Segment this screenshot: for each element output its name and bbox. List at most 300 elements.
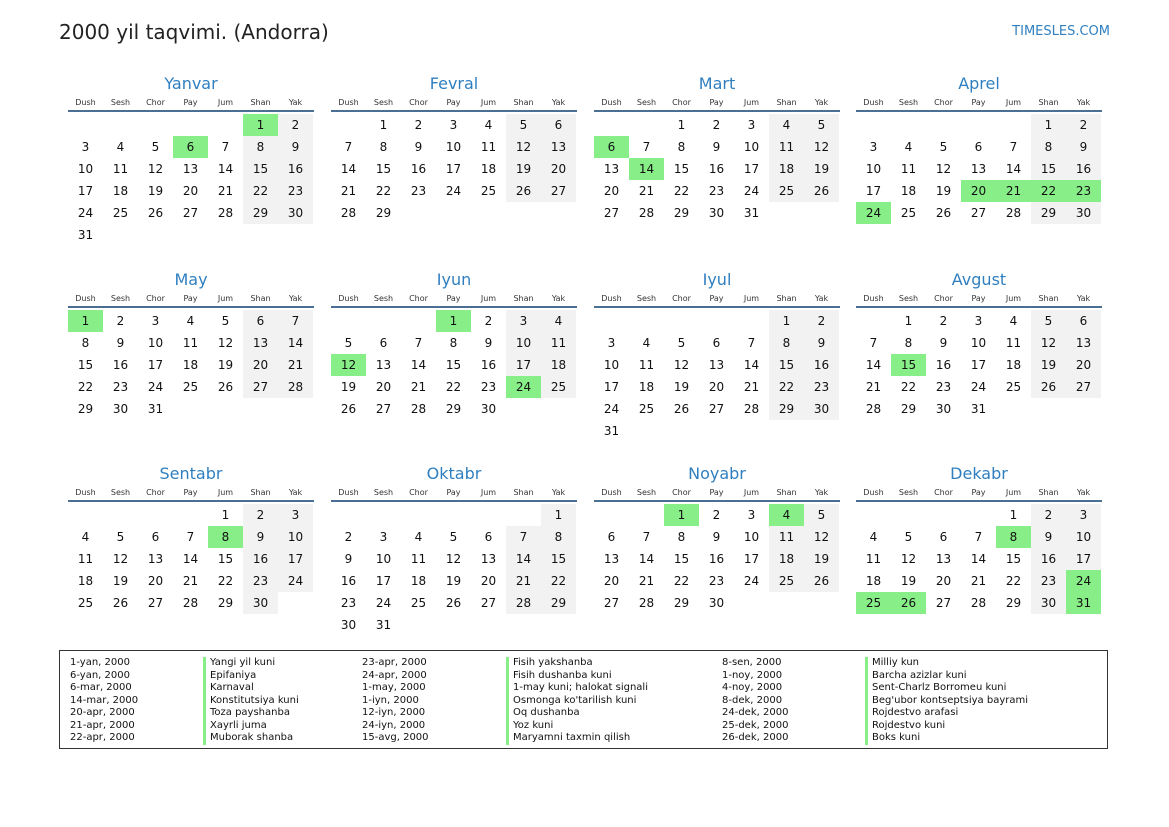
weekday-label: Sesh — [373, 488, 394, 497]
day-cell: 1 — [379, 118, 388, 132]
day-cell: 17 — [865, 184, 882, 198]
weekday-label: Jum — [743, 488, 760, 497]
day-cell: 27 — [375, 402, 392, 416]
day-cell: 8 — [677, 530, 686, 544]
day-cell: 13 — [970, 162, 987, 176]
day-cell: 6 — [607, 530, 616, 544]
day-grid — [856, 114, 1102, 224]
weekday-header — [68, 292, 314, 308]
day-cell: 4 — [116, 140, 125, 154]
day-cell: 2 — [344, 530, 353, 544]
day-cell: 27 — [182, 206, 199, 220]
day-grid — [594, 310, 840, 442]
weekday-label: Jum — [743, 294, 760, 303]
day-cell: 3 — [607, 336, 616, 350]
legend-holiday-name: Barcha azizlar kuni — [865, 670, 1028, 683]
day-cell: 28 — [1005, 206, 1022, 220]
empty-cell — [961, 114, 996, 136]
day-cell: 28 — [410, 402, 427, 416]
day-cell: 27 — [970, 206, 987, 220]
empty-cell — [103, 114, 138, 136]
day-cell: 21 — [410, 380, 427, 394]
month-title: Iyul — [702, 270, 732, 289]
month-oktabr — [331, 464, 577, 636]
day-cell: 5 — [344, 336, 353, 350]
day-cell: 15 — [217, 552, 234, 566]
legend-holiday-name: Oq dushanba — [506, 707, 648, 720]
holiday-day-cell: 20 — [961, 180, 996, 202]
weekday-header — [68, 96, 314, 112]
weekday-label: Chor — [672, 98, 691, 107]
day-cell: 12 — [804, 526, 839, 548]
weekday-label: Chor — [146, 98, 165, 107]
day-cell: 30 — [1066, 202, 1101, 224]
day-cell: 29 — [1005, 596, 1022, 610]
weekday-label: Chor — [409, 98, 428, 107]
day-cell: 9 — [116, 336, 125, 350]
day-cell: 9 — [804, 332, 839, 354]
weekday-label: Yak — [1076, 488, 1091, 497]
day-cell: 1 — [1009, 508, 1018, 522]
day-cell: 17 — [445, 162, 462, 176]
day-cell: 13 — [243, 332, 278, 354]
day-cell: 29 — [77, 402, 94, 416]
day-cell: 1 — [904, 314, 913, 328]
day-cell: 26 — [804, 180, 839, 202]
weekday-label: Shan — [513, 294, 534, 303]
day-cell: 2 — [804, 310, 839, 332]
day-cell: 4 — [81, 530, 90, 544]
month-yanvar — [68, 74, 314, 246]
weekday-label: Dush — [338, 488, 359, 497]
day-cell: 6 — [974, 140, 983, 154]
day-cell: 8 — [243, 136, 278, 158]
month-aprel — [856, 74, 1102, 224]
day-cell: 15 — [1005, 552, 1022, 566]
day-cell: 27 — [935, 596, 952, 610]
day-cell: 27 — [708, 402, 725, 416]
weekday-header — [594, 96, 840, 112]
month-title: Iyun — [436, 270, 472, 289]
day-cell: 10 — [603, 358, 620, 372]
day-cell: 22 — [673, 574, 690, 588]
day-cell: 7 — [974, 530, 983, 544]
day-cell: 13 — [147, 552, 164, 566]
day-cell: 16 — [804, 354, 839, 376]
weekday-header — [856, 486, 1102, 502]
day-cell: 29 — [217, 596, 234, 610]
day-cell: 26 — [147, 206, 164, 220]
empty-cell — [401, 504, 436, 526]
day-cell: 10 — [278, 526, 313, 548]
day-cell: 7 — [221, 140, 230, 154]
legend-holiday-name: Fisih dushanba kuni — [506, 670, 648, 683]
day-cell: 17 — [77, 184, 94, 198]
day-cell: 23 — [804, 376, 839, 398]
weekday-label: Jum — [480, 488, 497, 497]
day-cell: 2 — [1031, 504, 1066, 526]
weekday-label: Pay — [971, 294, 986, 303]
day-cell: 6 — [243, 310, 278, 332]
weekday-label: Yak — [814, 488, 829, 497]
day-cell: 25 — [541, 376, 576, 398]
empty-cell — [891, 114, 926, 136]
day-cell: 2 — [414, 118, 423, 132]
day-cell: 9 — [414, 140, 423, 154]
legend-holiday-name: Rojdestvo kuni — [865, 720, 1028, 733]
day-cell: 30 — [340, 618, 357, 632]
day-cell: 31 — [743, 206, 760, 220]
legend-holiday-name: Osmonga ko'tarilish kuni — [506, 695, 648, 708]
day-cell: 22 — [541, 570, 576, 592]
day-cell: 29 — [243, 202, 278, 224]
weekday-label: Pay — [446, 488, 461, 497]
day-cell: 22 — [673, 184, 690, 198]
day-cell: 22 — [217, 574, 234, 588]
day-cell: 26 — [112, 596, 129, 610]
day-cell: 22 — [1005, 574, 1022, 588]
day-cell: 15 — [77, 358, 94, 372]
day-cell: 16 — [410, 162, 427, 176]
day-cell: 30 — [1031, 592, 1066, 614]
day-cell: 20 — [708, 380, 725, 394]
day-cell: 27 — [1066, 376, 1101, 398]
day-cell: 10 — [743, 140, 760, 154]
day-cell: 5 — [506, 114, 541, 136]
day-cell: 25 — [182, 380, 199, 394]
day-cell: 14 — [970, 552, 987, 566]
day-cell: 13 — [603, 162, 620, 176]
holiday-day-cell: 1 — [243, 114, 278, 136]
day-cell: 21 — [506, 570, 541, 592]
holiday-day-cell: 4 — [769, 504, 804, 526]
day-cell: 2 — [484, 314, 493, 328]
weekday-label: Sesh — [373, 98, 394, 107]
day-cell: 25 — [769, 570, 804, 592]
month-iyun — [331, 270, 577, 420]
day-cell: 12 — [804, 136, 839, 158]
day-cell: 30 — [708, 206, 725, 220]
day-cell: 31 — [147, 402, 164, 416]
empty-cell — [138, 504, 173, 526]
day-cell: 17 — [147, 358, 164, 372]
day-cell: 3 — [151, 314, 160, 328]
day-cell: 30 — [804, 398, 839, 420]
weekday-label: Dush — [601, 98, 622, 107]
weekday-label: Dush — [863, 488, 884, 497]
day-cell: 29 — [673, 206, 690, 220]
weekday-label: Shan — [1038, 294, 1059, 303]
day-cell: 10 — [1066, 526, 1101, 548]
month-title: Oktabr — [426, 464, 482, 483]
day-grid — [594, 504, 840, 614]
day-cell: 6 — [1066, 310, 1101, 332]
month-title: Mart — [698, 74, 736, 93]
day-cell: 14 — [638, 552, 655, 566]
day-cell: 29 — [445, 402, 462, 416]
day-cell: 30 — [112, 402, 129, 416]
day-cell: 26 — [506, 180, 541, 202]
day-cell: 5 — [151, 140, 160, 154]
legend-holiday-name: Beg'ubor kontseptsiya bayrami — [865, 695, 1028, 708]
page-title: 2000 yil taqvimi. (Andorra) — [59, 20, 329, 44]
weekday-label: Dush — [75, 98, 96, 107]
holiday-day-cell: 1 — [68, 310, 103, 332]
legend-holiday-name: Yangi yil kuni — [203, 657, 299, 670]
weekday-label: Yak — [814, 98, 829, 107]
weekday-label: Chor — [672, 488, 691, 497]
day-cell: 12 — [112, 552, 129, 566]
day-cell: 22 — [77, 380, 94, 394]
legend-date: 1-yan, 2000 — [70, 657, 130, 668]
day-cell: 11 — [77, 552, 94, 566]
month-title: Fevral — [429, 74, 479, 93]
holiday-day-cell: 21 — [996, 180, 1031, 202]
weekday-label: Sesh — [373, 294, 394, 303]
day-cell: 26 — [804, 570, 839, 592]
day-cell: 4 — [869, 530, 878, 544]
day-cell: 8 — [81, 336, 90, 350]
day-cell: 16 — [708, 552, 725, 566]
day-cell: 19 — [506, 158, 541, 180]
empty-cell — [138, 114, 173, 136]
weekday-label: Shan — [250, 488, 271, 497]
empty-cell — [173, 504, 208, 526]
day-cell: 9 — [1066, 136, 1101, 158]
day-cell: 28 — [970, 596, 987, 610]
day-cell: 28 — [340, 206, 357, 220]
day-cell: 7 — [642, 140, 651, 154]
weekday-label: Shan — [776, 294, 797, 303]
day-cell: 29 — [541, 592, 576, 614]
day-cell: 7 — [414, 336, 423, 350]
weekday-label: Dush — [75, 294, 96, 303]
day-cell: 6 — [939, 530, 948, 544]
day-cell: 24 — [743, 184, 760, 198]
legend-date: 21-apr, 2000 — [70, 719, 135, 731]
day-cell: 7 — [642, 530, 651, 544]
month-fevral — [331, 74, 577, 224]
day-cell: 25 — [77, 596, 94, 610]
weekday-label: Pay — [446, 294, 461, 303]
day-cell: 24 — [375, 596, 392, 610]
weekday-label: Dush — [863, 98, 884, 107]
day-cell: 10 — [743, 530, 760, 544]
empty-cell — [594, 504, 629, 526]
day-cell: 29 — [375, 206, 392, 220]
day-cell: 3 — [278, 504, 313, 526]
day-cell: 12 — [935, 162, 952, 176]
day-cell: 7 — [506, 526, 541, 548]
month-sentabr — [68, 464, 314, 614]
holiday-legend — [59, 650, 1108, 749]
weekday-label: Jum — [480, 294, 497, 303]
legend-holiday-name: Konstitutsiya kuni — [203, 695, 299, 708]
weekday-label: Pay — [183, 98, 198, 107]
day-cell: 26 — [1031, 376, 1066, 398]
day-cell: 19 — [900, 574, 917, 588]
day-cell: 14 — [278, 332, 313, 354]
legend-holiday-name: Boks kuni — [865, 732, 1028, 745]
legend-date-column — [70, 657, 138, 745]
legend-date: 22-apr, 2000 — [70, 732, 135, 743]
day-cell: 16 — [935, 358, 952, 372]
day-cell: 28 — [743, 402, 760, 416]
weekday-label: Yak — [288, 488, 303, 497]
day-cell: 30 — [935, 402, 952, 416]
holiday-day-cell: 6 — [173, 136, 208, 158]
weekday-label: Dush — [601, 294, 622, 303]
holiday-day-cell: 1 — [436, 310, 471, 332]
day-cell: 7 — [186, 530, 195, 544]
day-cell: 9 — [939, 336, 948, 350]
day-cell: 23 — [243, 570, 278, 592]
month-mart — [594, 74, 840, 224]
day-grid — [594, 114, 840, 224]
day-cell: 28 — [638, 206, 655, 220]
month-noyabr — [594, 464, 840, 614]
day-cell: 15 — [243, 158, 278, 180]
day-cell: 24 — [77, 206, 94, 220]
day-cell: 5 — [1031, 310, 1066, 332]
legend-date: 14-mar, 2000 — [70, 694, 139, 706]
day-cell: 21 — [278, 354, 313, 376]
legend-holiday-name: Fisih yakshanba — [506, 657, 648, 670]
day-cell: 18 — [77, 574, 94, 588]
site-link[interactable]: TIMESLES.COM — [1012, 24, 1110, 39]
weekday-label: Sesh — [898, 488, 919, 497]
day-grid — [331, 504, 577, 636]
empty-cell — [664, 310, 699, 332]
day-cell: 25 — [638, 402, 655, 416]
day-cell: 11 — [769, 526, 804, 548]
empty-cell — [699, 310, 734, 332]
day-cell: 18 — [112, 184, 129, 198]
weekday-label: Shan — [776, 98, 797, 107]
holiday-day-cell: 26 — [891, 592, 926, 614]
day-cell: 14 — [340, 162, 357, 176]
weekday-label: Chor — [934, 294, 953, 303]
legend-name-column — [203, 657, 299, 745]
day-cell: 12 — [217, 336, 234, 350]
legend-date: 25-dek, 2000 — [722, 719, 789, 731]
day-cell: 2 — [712, 118, 721, 132]
day-cell: 5 — [804, 504, 839, 526]
empty-cell — [506, 504, 541, 526]
empty-cell — [331, 504, 366, 526]
day-cell: 9 — [243, 526, 278, 548]
day-cell: 15 — [445, 358, 462, 372]
legend-name-column — [506, 657, 648, 745]
day-cell: 14 — [1005, 162, 1022, 176]
day-cell: 11 — [410, 552, 427, 566]
day-cell: 6 — [712, 336, 721, 350]
legend-date: 15-avg, 2000 — [362, 732, 429, 743]
day-cell: 18 — [638, 380, 655, 394]
weekday-label: Sesh — [898, 98, 919, 107]
month-title: Yanvar — [164, 74, 218, 93]
day-cell: 9 — [712, 530, 721, 544]
empty-cell — [594, 114, 629, 136]
holiday-day-cell: 6 — [594, 136, 629, 158]
day-cell: 12 — [445, 552, 462, 566]
day-cell: 9 — [1031, 526, 1066, 548]
day-cell: 13 — [1066, 332, 1101, 354]
day-cell: 15 — [541, 548, 576, 570]
day-cell: 18 — [1005, 358, 1022, 372]
month-title: Dekabr — [950, 464, 1008, 483]
day-cell: 24 — [147, 380, 164, 394]
day-cell: 29 — [1031, 202, 1066, 224]
day-cell: 29 — [900, 402, 917, 416]
empty-cell — [629, 310, 664, 332]
weekday-header — [331, 292, 577, 308]
weekday-label: Sesh — [110, 294, 131, 303]
month-title: May — [174, 270, 208, 289]
day-cell: 4 — [642, 336, 651, 350]
legend-holiday-name: Sent-Charlz Borromeu kuni — [865, 682, 1028, 695]
legend-date-column — [362, 657, 429, 745]
day-cell: 17 — [970, 358, 987, 372]
empty-cell — [401, 310, 436, 332]
day-cell: 4 — [541, 310, 576, 332]
day-cell: 18 — [480, 162, 497, 176]
weekday-label: Pay — [971, 98, 986, 107]
day-cell: 18 — [541, 354, 576, 376]
day-grid — [68, 114, 314, 246]
day-cell: 8 — [541, 526, 576, 548]
legend-date: 24-dek, 2000 — [722, 707, 789, 718]
weekday-label: Pay — [183, 488, 198, 497]
day-cell: 13 — [935, 552, 952, 566]
legend-date: 1-may, 2000 — [362, 682, 426, 693]
day-cell: 12 — [506, 136, 541, 158]
legend-holiday-name: Muborak shanba — [203, 732, 299, 745]
weekday-label: Chor — [934, 488, 953, 497]
day-cell: 11 — [112, 162, 129, 176]
legend-holiday-name: Yoz kuni — [506, 720, 648, 733]
day-cell: 31 — [77, 228, 94, 242]
weekday-header — [331, 486, 577, 502]
weekday-label: Shan — [776, 488, 797, 497]
legend-holiday-name: Toza payshanba — [203, 707, 299, 720]
weekday-label: Jum — [1005, 98, 1022, 107]
day-cell: 31 — [603, 424, 620, 438]
weekday-label: Jum — [743, 98, 760, 107]
day-cell: 5 — [804, 114, 839, 136]
month-title: Aprel — [958, 74, 1000, 93]
day-cell: 12 — [1031, 332, 1066, 354]
day-cell: 21 — [743, 380, 760, 394]
day-cell: 27 — [603, 596, 620, 610]
month-may — [68, 270, 314, 420]
day-cell: 13 — [541, 136, 576, 158]
day-cell: 12 — [673, 358, 690, 372]
empty-cell — [856, 310, 891, 332]
holiday-day-cell: 1 — [664, 504, 699, 526]
holiday-day-cell: 23 — [1066, 180, 1101, 202]
day-cell: 25 — [1005, 380, 1022, 394]
day-cell: 21 — [970, 574, 987, 588]
day-cell: 30 — [708, 596, 725, 610]
day-cell: 3 — [449, 118, 458, 132]
day-cell: 1 — [677, 118, 686, 132]
day-cell: 16 — [708, 162, 725, 176]
holiday-day-cell: 8 — [996, 526, 1031, 548]
weekday-label: Shan — [513, 488, 534, 497]
day-cell: 13 — [375, 358, 392, 372]
legend-date: 4-noy, 2000 — [722, 682, 783, 693]
